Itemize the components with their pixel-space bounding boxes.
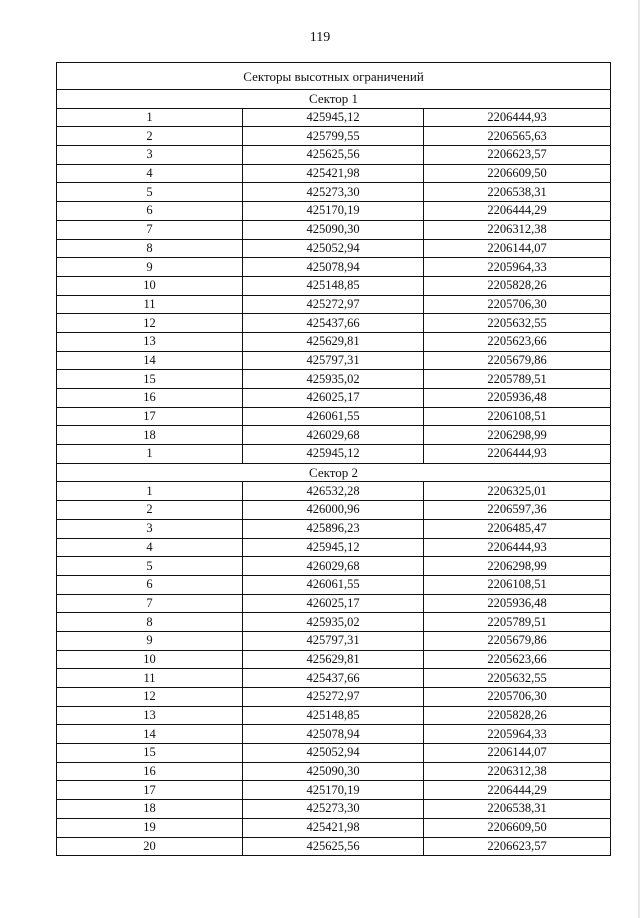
x-coordinate-cell: 425090,30 [243, 762, 424, 781]
point-number-cell: 7 [57, 594, 243, 613]
y-coordinate-cell: 2206609,50 [424, 818, 611, 837]
point-number-cell: 5 [57, 183, 243, 202]
y-coordinate-cell: 2206144,07 [424, 744, 611, 763]
x-coordinate-cell: 425272,97 [243, 688, 424, 707]
x-coordinate-cell: 425437,66 [243, 314, 424, 333]
point-number-cell: 7 [57, 220, 243, 239]
point-number-cell: 10 [57, 276, 243, 295]
table-title: Секторы высотных ограничений [57, 63, 611, 90]
y-coordinate-cell: 2206298,99 [424, 426, 611, 445]
x-coordinate-cell: 425799,55 [243, 127, 424, 146]
x-coordinate-cell: 425078,94 [243, 725, 424, 744]
x-coordinate-cell: 425052,94 [243, 239, 424, 258]
y-coordinate-cell: 2206538,31 [424, 800, 611, 819]
table-row [57, 631, 611, 650]
x-coordinate-cell: 425170,19 [243, 781, 424, 800]
point-number-cell: 4 [57, 164, 243, 183]
point-number-cell: 1 [57, 482, 243, 501]
table-body [57, 63, 611, 856]
y-coordinate-cell: 2205828,26 [424, 706, 611, 725]
y-coordinate-cell: 2206444,93 [424, 538, 611, 557]
point-number-cell: 14 [57, 351, 243, 370]
table-row [57, 239, 611, 258]
point-number-cell: 6 [57, 202, 243, 221]
table-row [57, 613, 611, 632]
table-row [57, 426, 611, 445]
y-coordinate-cell: 2206144,07 [424, 239, 611, 258]
x-coordinate-cell: 426025,17 [243, 594, 424, 613]
y-coordinate-cell: 2205706,30 [424, 295, 611, 314]
point-number-cell: 18 [57, 426, 243, 445]
table-row [57, 276, 611, 295]
table-row [57, 370, 611, 389]
sector-name: Сектор 1 [57, 90, 611, 109]
y-coordinate-cell: 2205828,26 [424, 276, 611, 295]
point-number-cell: 3 [57, 519, 243, 538]
y-coordinate-cell: 2205789,51 [424, 370, 611, 389]
x-coordinate-cell: 425078,94 [243, 258, 424, 277]
page-number: 119 [309, 30, 331, 45]
y-coordinate-cell: 2206538,31 [424, 183, 611, 202]
x-coordinate-cell: 425625,56 [243, 146, 424, 165]
table-row [57, 706, 611, 725]
y-coordinate-cell: 2206623,57 [424, 146, 611, 165]
y-coordinate-cell: 2206444,93 [424, 108, 611, 127]
table-row [57, 501, 611, 520]
table-row [57, 725, 611, 744]
point-number-cell: 4 [57, 538, 243, 557]
table-row [57, 482, 611, 501]
point-number-cell: 19 [57, 818, 243, 837]
x-coordinate-cell: 425629,81 [243, 650, 424, 669]
y-coordinate-cell: 2206565,63 [424, 127, 611, 146]
x-coordinate-cell: 425273,30 [243, 800, 424, 819]
table-row [57, 220, 611, 239]
y-coordinate-cell: 2206444,29 [424, 781, 611, 800]
table-row [57, 538, 611, 557]
point-number-cell: 1 [57, 108, 243, 127]
table-row [57, 575, 611, 594]
x-coordinate-cell: 425935,02 [243, 613, 424, 632]
table-row [57, 800, 611, 819]
table-row [57, 389, 611, 408]
table-row [57, 669, 611, 688]
y-coordinate-cell: 2205679,86 [424, 351, 611, 370]
table-row [57, 557, 611, 576]
point-number-cell: 12 [57, 314, 243, 333]
table-row [57, 688, 611, 707]
x-coordinate-cell: 425090,30 [243, 220, 424, 239]
point-number-cell: 17 [57, 407, 243, 426]
point-number-cell: 2 [57, 501, 243, 520]
x-coordinate-cell: 426532,28 [243, 482, 424, 501]
table-row [57, 332, 611, 351]
y-coordinate-cell: 2206444,29 [424, 202, 611, 221]
y-coordinate-cell: 2205936,48 [424, 594, 611, 613]
point-number-cell: 11 [57, 669, 243, 688]
y-coordinate-cell: 2205623,66 [424, 650, 611, 669]
x-coordinate-cell: 425148,85 [243, 276, 424, 295]
x-coordinate-cell: 425896,23 [243, 519, 424, 538]
x-coordinate-cell: 425052,94 [243, 744, 424, 763]
table-row [57, 202, 611, 221]
point-number-cell: 18 [57, 800, 243, 819]
table-row [57, 351, 611, 370]
x-coordinate-cell: 425625,56 [243, 837, 424, 856]
point-number-cell: 8 [57, 239, 243, 258]
table-row [57, 164, 611, 183]
point-number-cell: 10 [57, 650, 243, 669]
point-number-cell: 1 [57, 445, 243, 464]
point-number-cell: 3 [57, 146, 243, 165]
point-number-cell: 9 [57, 631, 243, 650]
x-coordinate-cell: 425272,97 [243, 295, 424, 314]
y-coordinate-cell: 2205632,55 [424, 314, 611, 333]
height-restriction-sectors-table [56, 62, 611, 856]
y-coordinate-cell: 2206108,51 [424, 575, 611, 594]
table-row [57, 108, 611, 127]
y-coordinate-cell: 2206597,36 [424, 501, 611, 520]
y-coordinate-cell: 2206312,38 [424, 220, 611, 239]
y-coordinate-cell: 2205789,51 [424, 613, 611, 632]
table-row [57, 295, 611, 314]
point-number-cell: 12 [57, 688, 243, 707]
y-coordinate-cell: 2205964,33 [424, 258, 611, 277]
y-coordinate-cell: 2206444,93 [424, 445, 611, 464]
x-coordinate-cell: 425935,02 [243, 370, 424, 389]
x-coordinate-cell: 425421,98 [243, 164, 424, 183]
y-coordinate-cell: 2205936,48 [424, 389, 611, 408]
point-number-cell: 17 [57, 781, 243, 800]
x-coordinate-cell: 425797,31 [243, 631, 424, 650]
point-number-cell: 13 [57, 332, 243, 351]
point-number-cell: 16 [57, 762, 243, 781]
table-row [57, 744, 611, 763]
table-row [57, 762, 611, 781]
table-row [57, 314, 611, 333]
table-row [57, 183, 611, 202]
y-coordinate-cell: 2205623,66 [424, 332, 611, 351]
x-coordinate-cell: 426029,68 [243, 557, 424, 576]
x-coordinate-cell: 425437,66 [243, 669, 424, 688]
point-number-cell: 13 [57, 706, 243, 725]
x-coordinate-cell: 426061,55 [243, 575, 424, 594]
point-number-cell: 6 [57, 575, 243, 594]
y-coordinate-cell: 2206485,47 [424, 519, 611, 538]
point-number-cell: 20 [57, 837, 243, 856]
x-coordinate-cell: 425629,81 [243, 332, 424, 351]
x-coordinate-cell: 425148,85 [243, 706, 424, 725]
x-coordinate-cell: 425797,31 [243, 351, 424, 370]
y-coordinate-cell: 2206298,99 [424, 557, 611, 576]
table-title-row [57, 63, 611, 90]
y-coordinate-cell: 2206108,51 [424, 407, 611, 426]
y-coordinate-cell: 2205706,30 [424, 688, 611, 707]
table-row [57, 146, 611, 165]
x-coordinate-cell: 426025,17 [243, 389, 424, 408]
y-coordinate-cell: 2205632,55 [424, 669, 611, 688]
sector-name: Сектор 2 [57, 463, 611, 482]
table-row [57, 127, 611, 146]
x-coordinate-cell: 425945,12 [243, 108, 424, 127]
x-coordinate-cell: 425421,98 [243, 818, 424, 837]
y-coordinate-cell: 2205964,33 [424, 725, 611, 744]
point-number-cell: 16 [57, 389, 243, 408]
table-row [57, 837, 611, 856]
point-number-cell: 5 [57, 557, 243, 576]
table-row [57, 594, 611, 613]
sector-header-row [57, 463, 611, 482]
point-number-cell: 15 [57, 744, 243, 763]
table-row [57, 258, 611, 277]
y-coordinate-cell: 2206609,50 [424, 164, 611, 183]
y-coordinate-cell: 2205679,86 [424, 631, 611, 650]
point-number-cell: 14 [57, 725, 243, 744]
x-coordinate-cell: 425170,19 [243, 202, 424, 221]
x-coordinate-cell: 425273,30 [243, 183, 424, 202]
sector-header-row [57, 90, 611, 109]
x-coordinate-cell: 426029,68 [243, 426, 424, 445]
y-coordinate-cell: 2206623,57 [424, 837, 611, 856]
point-number-cell: 2 [57, 127, 243, 146]
y-coordinate-cell: 2206312,38 [424, 762, 611, 781]
point-number-cell: 8 [57, 613, 243, 632]
point-number-cell: 15 [57, 370, 243, 389]
table-row [57, 650, 611, 669]
table-row [57, 519, 611, 538]
table-row [57, 781, 611, 800]
table-row [57, 407, 611, 426]
table-row [57, 445, 611, 464]
point-number-cell: 11 [57, 295, 243, 314]
x-coordinate-cell: 426061,55 [243, 407, 424, 426]
x-coordinate-cell: 426000,96 [243, 501, 424, 520]
point-number-cell: 9 [57, 258, 243, 277]
y-coordinate-cell: 2206325,01 [424, 482, 611, 501]
x-coordinate-cell: 425945,12 [243, 445, 424, 464]
table-row [57, 818, 611, 837]
x-coordinate-cell: 425945,12 [243, 538, 424, 557]
